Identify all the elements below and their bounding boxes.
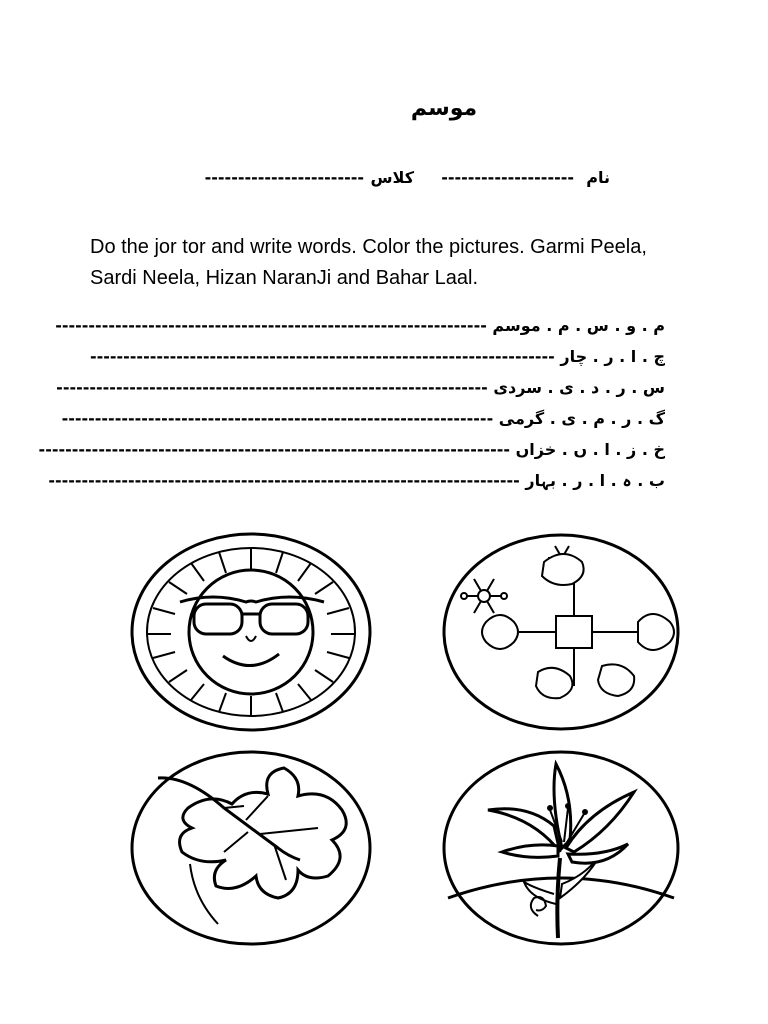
exercise-row (89, 347, 665, 378)
exercise-row (38, 440, 665, 471)
class-label: کلاس (370, 168, 414, 187)
name-blank[interactable]: -------------------- (441, 168, 574, 187)
class-blank[interactable]: ------------------------ (204, 168, 364, 187)
exercise-row (56, 378, 665, 409)
exercise-blank[interactable]: ----------------------------------------------------------------- (55, 316, 487, 335)
name-class-row (204, 168, 610, 196)
exercise-letters: چ . ا . ر . چار (560, 347, 665, 366)
flower-icon[interactable] (438, 748, 684, 948)
page-title: موسم (410, 96, 478, 121)
sun-icon[interactable] (128, 530, 374, 734)
instructions-text: Do the jor tor and write words. Color the pictures. Garmi Peela, Sardi Neela, Hizan NaranJi and Bahar Laal. (90, 236, 647, 289)
name-label: نام (586, 168, 610, 187)
exercise-row (61, 409, 665, 440)
exercise-letters: ب . ہ . ا . ر . بہار (525, 471, 665, 490)
leaf-icon[interactable] (128, 748, 374, 948)
exercise-blank[interactable]: ----------------------------------------------------------------------- (38, 440, 511, 459)
exercise-blank[interactable]: ----------------------------------------------------------------- (56, 378, 488, 397)
exercise-blank[interactable]: ----------------------------------------------------------------------- (48, 471, 520, 490)
exercise-row (55, 316, 665, 347)
exercise-letters: م . و . س . م . موسم (492, 316, 665, 335)
exercise-row (48, 471, 665, 502)
exercise-letters: خ . ز . ا . ں . خزاں (515, 440, 665, 459)
exercise-letters: گ . ر . م . ی . گرمی (498, 409, 665, 428)
exercise-blank[interactable]: ---------------------------------------------------------------------- (89, 347, 555, 366)
exercise-blank[interactable]: ----------------------------------------------------------------- (61, 409, 494, 428)
exercise-letters: س . ر . د . ی . سردی (493, 378, 665, 397)
exercise-list (38, 316, 665, 502)
snowflake-icon[interactable] (438, 530, 684, 734)
